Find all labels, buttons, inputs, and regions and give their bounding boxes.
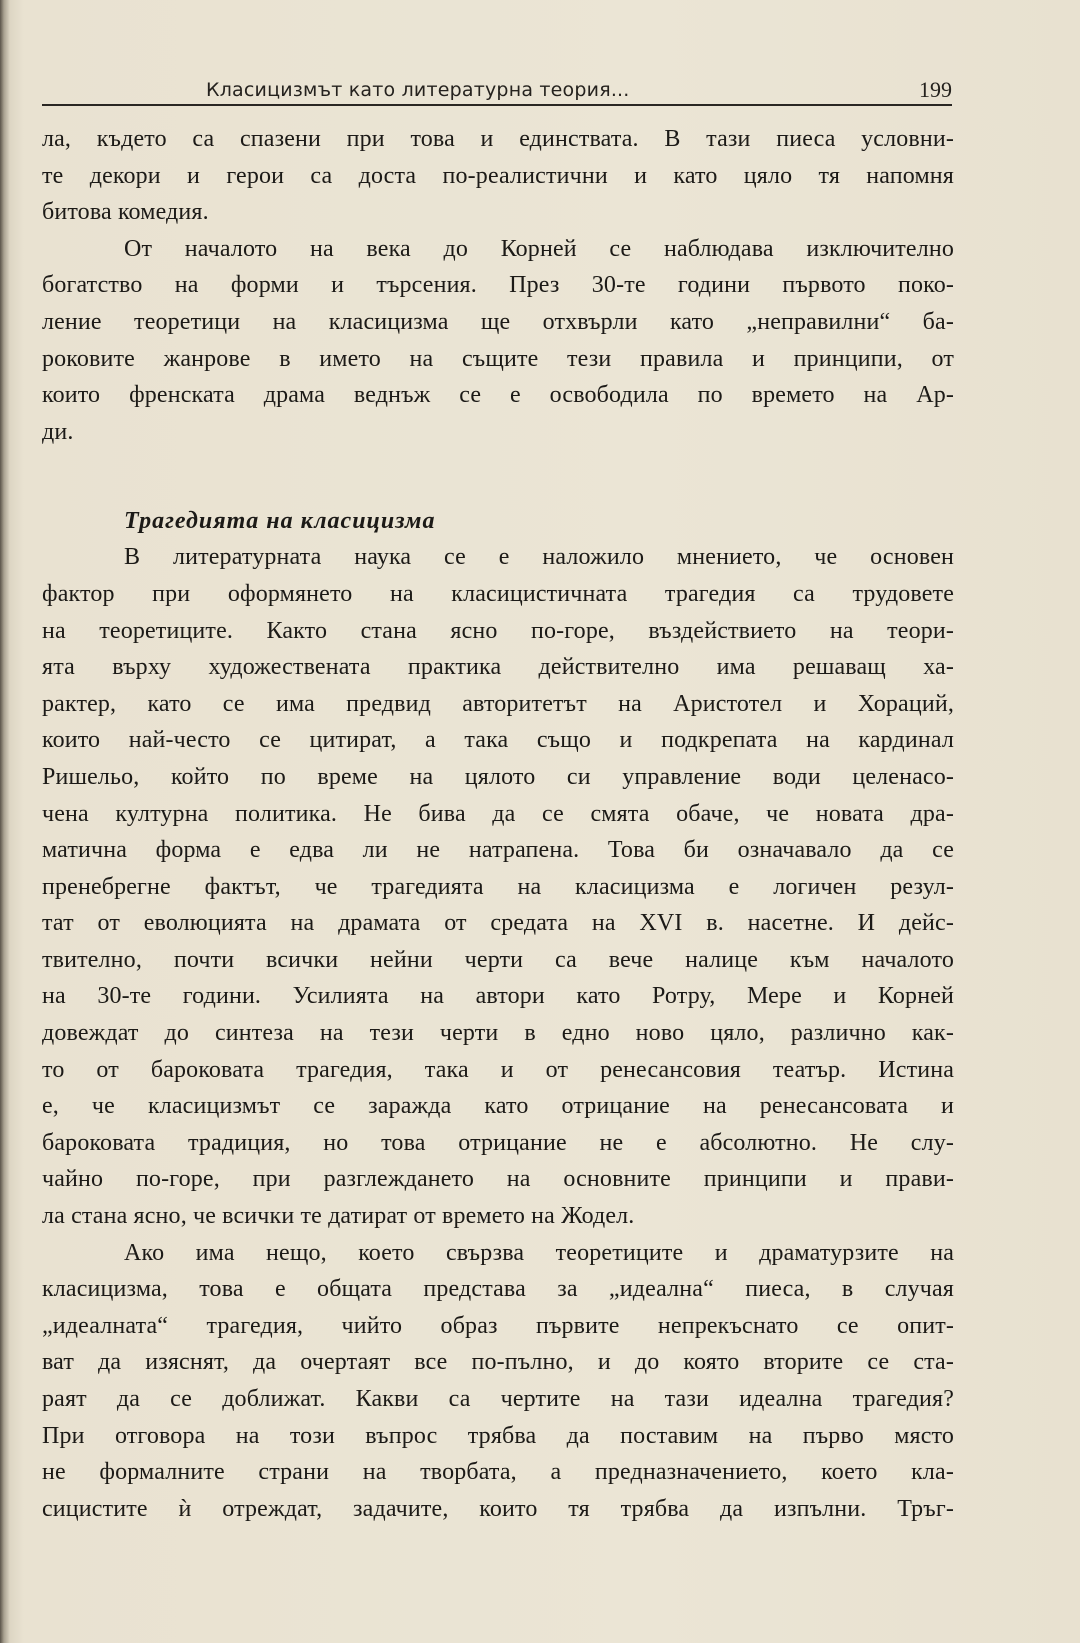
text-line: които най-често се цитират, а така също и подкрепата на кардинал	[42, 727, 954, 754]
text-line: на теоретиците. Както стана ясно по-горе, въздействието на теори-	[42, 617, 954, 644]
text-line: При отговора на този въпрос трябва да поставим на първо място	[42, 1422, 954, 1449]
text-line: „идеалната“ трагедия, чийто образ първите непрекъснато се опит-	[42, 1312, 954, 1339]
paragraph	[42, 1235, 954, 1528]
section-heading: Трагедията на класицизма	[124, 508, 436, 535]
text-line: рактер, като се има предвид авторитетът на Аристотел и Хораций,	[42, 690, 954, 717]
text-line: фактор при оформянето на класицистичната трагедия са трудовете	[42, 580, 954, 607]
text-line: твително, почти всички нейни черти са вече налице към началото	[42, 946, 954, 973]
text-line: богатство на форми и търсения. През 30-те години първото поко-	[42, 272, 954, 299]
text-line: матична форма е едва ли не натрапена. Това би означавало да се	[42, 837, 954, 864]
text-line: ла стана ясно, че всички те датират от времето на Жодел.	[42, 1203, 635, 1230]
paragraph	[42, 539, 954, 1234]
text-line: довеждат до синтеза на тези черти в едно ново цяло, различно как-	[42, 1020, 954, 1047]
text-line: чайно по-горе, при разглеждането на основните принципи и прави-	[42, 1166, 954, 1193]
text-line: ват да изяснят, да очертаят все по-пълно, и до която вторите се ста-	[42, 1349, 954, 1376]
text-line: то от бароковата трагедия, така и от ренесансовия театър. Истина	[42, 1056, 954, 1083]
page-number: 199	[919, 77, 952, 102]
text-line: ди.	[42, 418, 74, 445]
text-line: роковите жанрове в името на същите тези правила и принципи, от	[42, 345, 954, 372]
text-line: чена културна политика. Не бива да се смята обаче, че новата дра-	[42, 800, 954, 827]
running-header	[42, 78, 952, 106]
text-line: които френската драма веднъж се е освободила по времето на Ар-	[42, 382, 954, 409]
text-line: Ришельо, който по време на цялото си управление води целенасо-	[42, 763, 954, 790]
section-gap	[42, 450, 954, 503]
text-line: ление теоретици на класицизма ще отхвърли като „неправилни“ ба-	[42, 308, 954, 335]
paragraph	[42, 121, 954, 231]
text-line: класицизма, това е общата представа за „идеална“ пиеса, в случая	[42, 1276, 954, 1303]
text-line: Ако има нещо, което свързва теоретиците и драматурзите на	[124, 1239, 954, 1266]
text-line: В литературната наука се е наложило мнението, че основен	[124, 544, 954, 571]
text-line: сицистите ѝ отреждат, задачите, които тя трябва да изпълни. Тръг-	[42, 1495, 954, 1522]
text-line: е, че класицизмът се заражда като отрицание на ренесансовата и	[42, 1093, 954, 1120]
text-line: не формалните страни на творбата, а предназначението, което кла-	[42, 1459, 954, 1486]
text-line: тат от еволюцията на драмата от средата на XVI в. насетне. И дейс-	[42, 910, 954, 937]
text-line: те декори и герои са доста по-реалистични и като цяло тя напомня	[42, 162, 954, 189]
text-line: пренебрегне фактът, че трагедията на класицизма е логичен резул-	[42, 873, 954, 900]
text-line: раят да се доближат. Какви са чертите на тази идеална трагедия?	[42, 1386, 954, 1412]
text-line: От началото на века до Корней се наблюдава изключително	[124, 235, 954, 262]
text-line: ята върху художествената практика действително има решаващ ха-	[42, 654, 954, 681]
running-title: Класицизмът като литературна теория...	[206, 79, 630, 101]
text-line: ла, където са спазени при това и единствата. В тази пиеса условни-	[42, 126, 954, 152]
text-line: битова комедия.	[42, 199, 209, 226]
text-line: на 30-те години. Усилията на автори като Ротру, Мере и Корней	[42, 983, 954, 1010]
paragraph	[42, 231, 954, 451]
body-text	[42, 121, 954, 1527]
text-line: бароковата традиция, но това отрицание не е абсолютно. Не слу-	[42, 1129, 954, 1156]
